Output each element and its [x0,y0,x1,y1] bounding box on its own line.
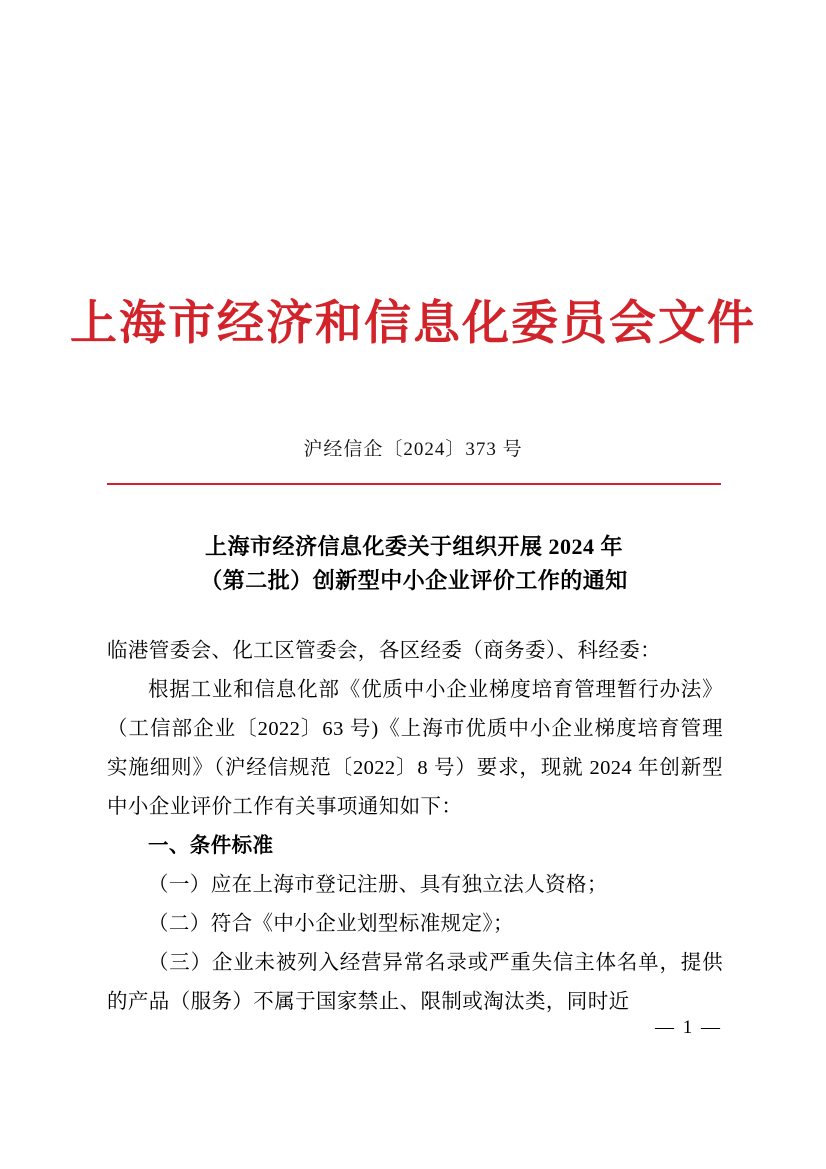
body-item-1: （一）应在上海市登记注册、具有独立法人资格； [148,874,608,896]
body-heading-1: 一、条件标准 [148,835,274,857]
document-title-line-1: 上海市经济信息化委关于组织开展 2024 年 [204,534,623,559]
body-addressee: 临港管委会、化工区管委会，各区经委（商务委）、科经委： [107,640,662,662]
document-number: 沪经信企〔2024〕373 号 [303,439,523,460]
page-number: — 1 — [655,1017,722,1038]
red-divider-rule [107,483,721,485]
document-masthead: 上海市经济和信息化委员会文件 [70,296,756,351]
body-item-2: （二）符合《中小企业划型标准规定》； [148,913,514,935]
body-paragraph-1: 根据工业和信息化部《优质中小企业梯度培育管理暂行办法》（工信部企业〔2022〕63 号)《上海市优质中小企业梯度培育管理实施细则》（沪经信规范〔2022〕8 号）要求，现就 2024 年创新型中小企业评价工作有关事项通知如下： [107,679,723,818]
document-title-line-2: （第二批）创新型中小企业评价工作的通知 [200,568,628,593]
document-title [107,530,721,598]
document-body [107,632,723,1022]
body-item-3: （三）企业未被列入经营异常名录或严重失信主体名单，提供的产品（服务）不属于国家禁止、限制或淘汰类，同时近 [107,952,723,1013]
